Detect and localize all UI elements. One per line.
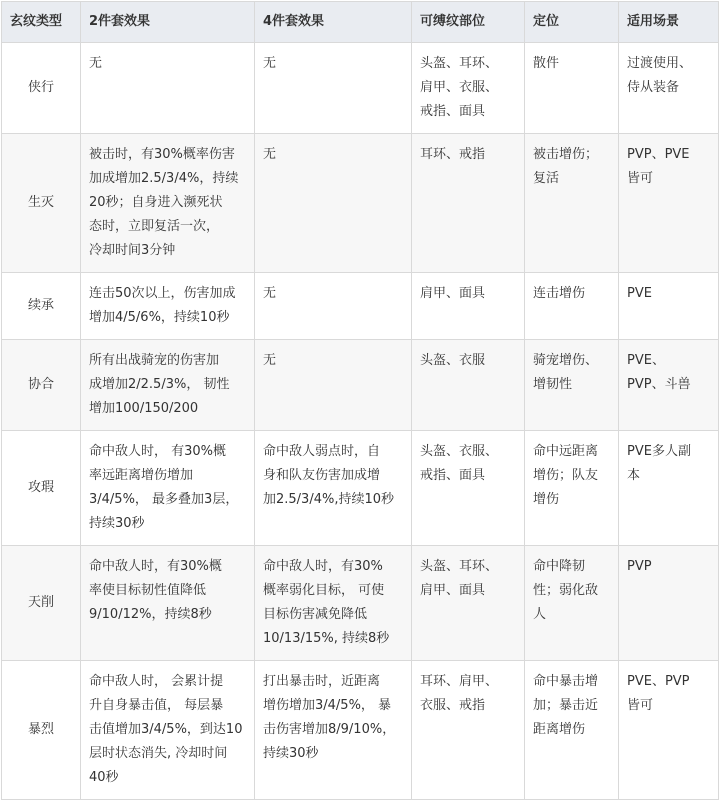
header-type: 玄纹类型 xyxy=(2,2,81,43)
row-name: 攻瑕 xyxy=(2,431,81,546)
row-set2: 命中敌人时， 会累计提 升自身暴击值， 每层暴 击值增加3/4/5%，到达10 层时状态消失, 冷却时间 40秒 xyxy=(81,661,255,800)
row-role: 命中降韧 性；弱化敌 人 xyxy=(525,546,619,661)
row-set4: 无 xyxy=(255,134,412,273)
table-row xyxy=(2,546,719,661)
row-set2: 命中敌人时， 有30%概 率远距离增伤增加 3/4/5%， 最多叠加3层， 持续30秒 xyxy=(81,431,255,546)
row-name: 协合 xyxy=(2,340,81,431)
header-role: 定位 xyxy=(525,2,619,43)
header-set4: 4件套效果 xyxy=(255,2,412,43)
row-set4: 打出暴击时，近距离 增伤增加3/4/5%， 暴 击伤害增加8/9/10%， 持续30秒 xyxy=(255,661,412,800)
row-set2: 无 xyxy=(81,43,255,134)
row-slots: 耳环、戒指 xyxy=(412,134,525,273)
row-name: 天削 xyxy=(2,546,81,661)
header-row xyxy=(2,2,719,43)
table-row xyxy=(2,340,719,431)
row-slots: 头盔、衣服 xyxy=(412,340,525,431)
table-row xyxy=(2,273,719,340)
row-set2: 命中敌人时，有30%概 率使目标韧性值降低 9/10/12%，持续8秒 xyxy=(81,546,255,661)
table-row xyxy=(2,661,719,800)
table-row xyxy=(2,431,719,546)
row-name: 续承 xyxy=(2,273,81,340)
row-set2: 被击时，有30%概率伤害 加成增加2.5/3/4%，持续 20秒；自身进入濒死状 态时，立即复活一次， 冷却时间3分钟 xyxy=(81,134,255,273)
row-set4: 命中敌人时，有30% 概率弱化目标， 可使 目标伤害减免降低 10/13/15%, 持续8秒 xyxy=(255,546,412,661)
row-slots: 头盔、耳环、 肩甲、面具 xyxy=(412,546,525,661)
row-role: 命中暴击增 加；暴击近 距离增伤 xyxy=(525,661,619,800)
row-set2: 连击50次以上，伤害加成 增加4/5/6%，持续10秒 xyxy=(81,273,255,340)
row-name: 生灭 xyxy=(2,134,81,273)
set-effects-table xyxy=(1,1,719,800)
row-slots: 肩甲、面具 xyxy=(412,273,525,340)
row-name: 侠行 xyxy=(2,43,81,134)
row-role: 骑宠增伤、 增韧性 xyxy=(525,340,619,431)
row-scene: PVE xyxy=(619,273,719,340)
row-scene: PVE、PVP 皆可 xyxy=(619,661,719,800)
row-scene: 过渡使用、 侍从装备 xyxy=(619,43,719,134)
row-set4: 无 xyxy=(255,43,412,134)
row-set4: 无 xyxy=(255,340,412,431)
header-set2: 2件套效果 xyxy=(81,2,255,43)
row-slots: 头盔、衣服、 戒指、面具 xyxy=(412,431,525,546)
row-role: 被击增伤； 复活 xyxy=(525,134,619,273)
row-set2: 所有出战骑宠的伤害加 成增加2/2.5/3%， 韧性 增加100/150/200 xyxy=(81,340,255,431)
row-role: 命中远距离 增伤；队友 增伤 xyxy=(525,431,619,546)
row-set4: 无 xyxy=(255,273,412,340)
row-scene: PVP、PVE 皆可 xyxy=(619,134,719,273)
row-set4: 命中敌人弱点时，自 身和队友伤害加成增 加2.5/3/4%,持续10秒 xyxy=(255,431,412,546)
header-scene: 适用场景 xyxy=(619,2,719,43)
table-row xyxy=(2,43,719,134)
row-scene: PVE多人副 本 xyxy=(619,431,719,546)
row-scene: PVP xyxy=(619,546,719,661)
header-slots: 可缚纹部位 xyxy=(412,2,525,43)
row-scene: PVE、 PVP、斗兽 xyxy=(619,340,719,431)
row-name: 暴烈 xyxy=(2,661,81,800)
table-row xyxy=(2,134,719,273)
row-slots: 头盔、耳环、 肩甲、衣服、 戒指、面具 xyxy=(412,43,525,134)
row-slots: 耳环、肩甲、 衣服、戒指 xyxy=(412,661,525,800)
row-role: 散件 xyxy=(525,43,619,134)
row-role: 连击增伤 xyxy=(525,273,619,340)
